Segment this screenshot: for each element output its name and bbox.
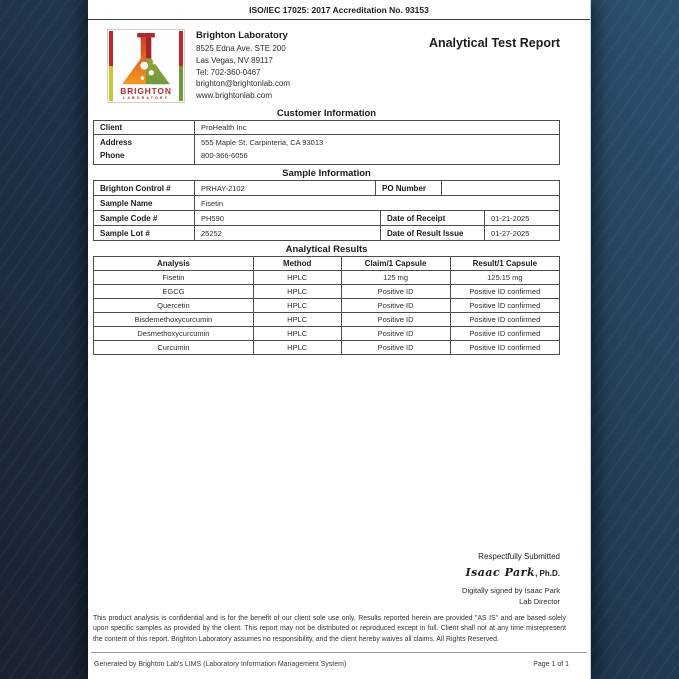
result-cell: Positive ID confirmed [450,313,559,327]
result-row [94,299,560,313]
result-cell: Positive ID [341,299,450,313]
table-row [94,210,559,225]
analytical-results-table [93,256,560,355]
signer-role: Lab Director [519,596,560,606]
table-row [94,195,559,210]
table-row [94,181,559,195]
result-cell: Bisdemethoxycurcumin [94,313,254,327]
lab-phone: Tel: 702-360-0467 [196,67,261,77]
page-footer [91,652,587,668]
logo-left-stripe [109,31,113,101]
date-issue-value: 01-27-2025 [484,226,559,240]
result-cell: Positive ID [341,313,450,327]
accreditation-bar: ISO/IEC 17025: 2017 Accreditation No. 93153 [88,0,590,20]
header-analysis: Analysis [94,257,254,271]
result-cell: HPLC [253,327,341,341]
po-number-value [441,181,559,195]
sample-code-value: PH590 [194,211,380,225]
phone-value: 800-366-6056 [201,150,248,160]
lab-website: www.brightonlab.com [196,91,273,101]
report-body [93,105,560,355]
table-row [94,225,559,240]
header-result: Result/1 Capsule [450,257,559,271]
result-cell: 125.15 mg [450,271,559,285]
signature-name-row [88,563,560,581]
brighton-logo [107,29,185,103]
table-row [94,134,559,164]
result-cell: Positive ID [341,341,450,355]
disclaimer-text: This product analysis is confidential and is for the benefit of our client sole use only. Results reported herein are provided "AS IS" and are based solely upon specific samples as provided by the client. This report may not be distributed or reproduced except in full. Client shall not at any time misrepresent the content of this report. Brighton Laboratory assumes no responsibility, and the client hereby waives all claims. All Rights Reserved. [93,614,566,643]
sample-info-table [93,180,560,241]
result-cell: Curcumin [94,341,254,355]
date-issue-label: Date of Result Issue [380,226,484,240]
results-header-row [94,257,560,271]
result-cell: Positive ID confirmed [450,299,559,313]
result-cell: HPLC [253,271,341,285]
logo-right-stripe [179,31,183,101]
lab-email: brighton@brightonlab.com [196,79,290,89]
submitted-text: Respectfully Submitted [478,552,560,562]
result-cell: Positive ID [341,327,450,341]
lab-contact-block [196,30,290,103]
footer-page-number: Page 1 of 1 [533,661,569,668]
phone-label: Phone [100,150,125,160]
table-row [94,121,559,134]
client-value: ProHealth Inc [194,121,559,134]
result-row [94,327,560,341]
sample-info-title: Sample Information [282,168,371,179]
result-cell: Fisetin [94,271,254,285]
lab-address-line2: Las Vegas, NV 89117 [196,55,273,65]
sample-name-label: Sample Name [100,198,153,208]
customer-info-title: Customer Information [276,108,377,119]
report-title: Analytical Test Report [428,36,560,50]
sample-name-value: Fisetin [194,196,559,210]
result-cell: Positive ID [341,285,450,299]
sample-lot-value: 25252 [194,226,380,240]
control-number-value: PRHAY-2102 [194,181,375,195]
result-row [94,285,560,299]
result-cell: HPLC [253,341,341,355]
control-number-label: Brighton Control # [100,183,171,193]
logo-name: BRIGHTON [120,86,172,96]
result-cell: HPLC [253,285,341,299]
report-header [88,20,590,105]
customer-info-table [93,120,560,165]
report-page [88,0,591,679]
address-label: Address [100,138,133,147]
result-row [94,271,560,285]
result-row [94,313,560,327]
lab-address-line1: 8525 Edna Ave. STE 200 [196,44,286,53]
signature-block [88,552,560,606]
date-receipt-value: 01-21-2025 [484,211,559,225]
result-cell: HPLC [253,299,341,313]
address-phone-value [194,135,559,164]
footer-padding [88,668,590,679]
address-phone-label [94,135,194,164]
footer-generated-by: Generated by Brighton Lab's LIMS (Laboratory Information Management System) [94,661,347,668]
date-receipt-label: Date of Receipt [380,211,484,225]
sample-code-label: Sample Code # [100,213,158,223]
po-number-label: PO Number [375,181,441,195]
result-cell: Positive ID confirmed [450,327,559,341]
logo-subtitle: LABORATORY [123,96,169,100]
blank-area [88,355,590,552]
results-tbody [94,271,560,355]
result-cell: 125 mg [341,271,450,285]
flask-icon [114,33,178,86]
signature-suffix: , Ph.D. [535,569,560,579]
result-cell: EGCG [94,285,254,299]
result-cell: Positive ID confirmed [450,341,559,355]
result-cell: Desmethoxycurcumin [94,327,254,341]
address-value: 555 Maple St. Carpinteria, CA 93013 [201,138,324,147]
logo-wordmark [120,87,172,101]
analytical-results-title: Analytical Results [285,244,368,255]
result-cell: Quercetin [94,299,254,313]
client-label: Client [100,123,123,132]
header-method: Method [253,257,341,271]
sample-lot-label: Sample Lot # [100,228,150,238]
result-cell: Positive ID confirmed [450,285,559,299]
lab-name: Brighton Laboratory [196,30,288,41]
digital-signature-note: Digitally signed by Isaac Park [462,586,560,596]
header-claim: Claim/1 Capsule [341,257,450,271]
result-cell: HPLC [253,313,341,327]
signature-script: Isaac Park [465,566,536,580]
result-row [94,341,560,355]
